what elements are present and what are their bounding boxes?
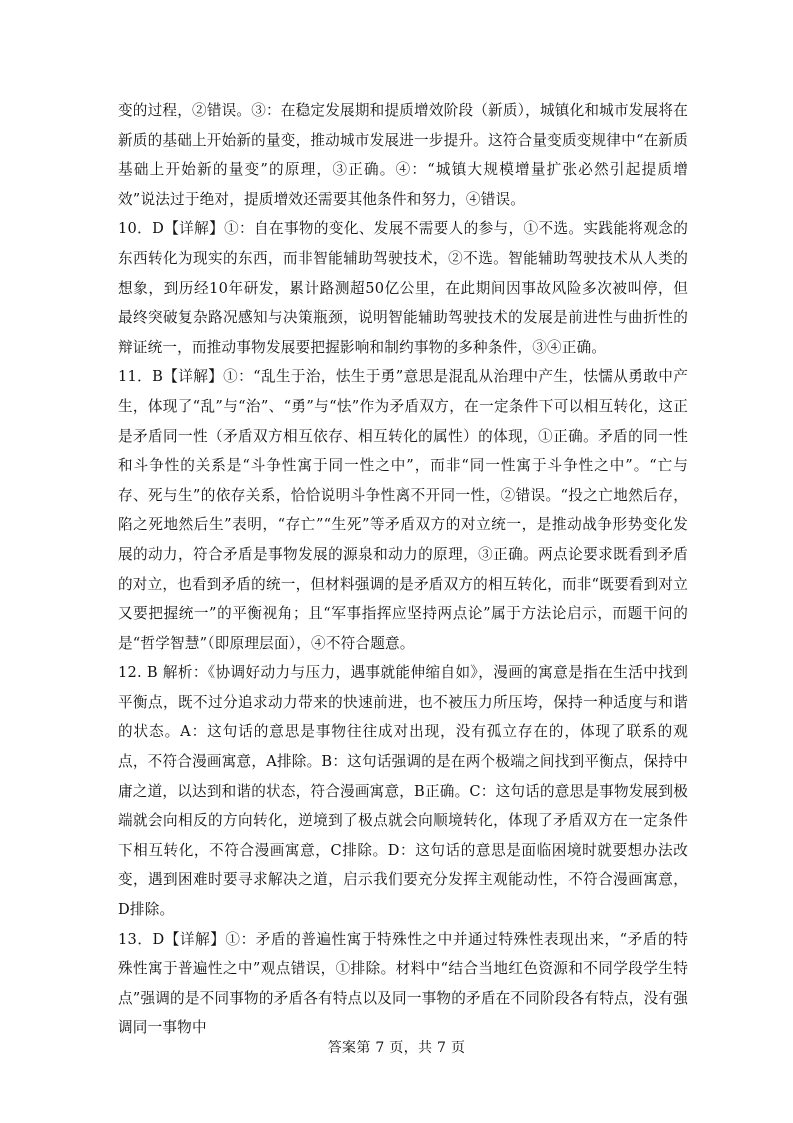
answer-11: 11．B【详解】①：“乱生于治，怯生于勇”意思是混乱从治理中产生，怯懦从勇敢中产生，体现了“乱”与“治”、“勇”与“怯”作为矛盾双方，在一定条件下可以相互转化，这正是矛盾同一性（矛盾双方相互依存、相互转化的属性）的体现，①正确。矛盾的同一性和斗争性的关系是“斗争性寓于同一性之中”，而非“同一性寓于斗争性之中”。“亡与存、死与生”的依存关系，恰恰说明斗争性离不开同一性，②错误。“投之亡地然后存，陷之死地然后生”表明，“存亡”“生死”等矛盾双方的对立统一，是推动战争形势变化发展的动力，符合矛盾是事物发展的源泉和动力的原理，③正确。两点论要求既看到矛盾的对立，也看到矛盾的统一，但材料强调的是矛盾双方的相互转化，而非“既要看到对立又要把握统一”的平衡视角；且“军事指挥应坚持两点论”属于方法论启示，而题干问的是“哲学智慧”（即原理层面），④不符合题意。 [118, 368, 688, 652]
answer-body [118, 96, 688, 1043]
answer-13: 13．D【详解】①：矛盾的普遍性寓于特殊性之中并通过特殊性表现出来，“矛盾的特殊性寓于普遍性之中”观点错误，①排除。材料中“结合当地红色资源和不同学段学生特点”强调的是不同事物的矛盾各有特点以及同一事物的矛盾在不同阶段各有特点，没有强调同一事物中 [118, 930, 688, 1037]
answer-10: 10．D【详解】①：自在事物的变化、发展不需要人的参与，①不选。实践能将观念的东西转化为现实的东西，而非智能辅助驾驶技术，②不选。智能辅助驾驶技术从人类的想象，到历经10年研发，累计路测超50亿公里，在此期间因事故风险多次被叫停，但最终突破复杂路况感知与决策瓶颈，说明智能辅助驾驶技术的发展是前进性与曲折性的辩证统一，而推动事物发展要把握影响和制约事物的多种条件，③④正确。 [118, 220, 688, 356]
page-footer: 答案第 7 页，共 7 页 [327, 1040, 466, 1056]
answer-12: 12. B 解析：《协调好动力与压力，遇事就能伸缩自如》，漫画的寓意是指在生活中找到平衡点，既不过分追求动力带来的快速前进，也不被压力所压垮，保持一种适度与和谐的状态。A：这句话的意思是事物往往成对出现，没有孤立存在的，体现了联系的观点，不符合漫画寓意，A排除。B：这句话强调的是在两个极端之间找到平衡点，保持中庸之道，以达到和谐的状态，符合漫画寓意，B正确。C：这句话的意思是事物发展到极端就会向相反的方向转化，逆境到了极点就会向顺境转化，体现了矛盾双方在一定条件下相互转化，不符合漫画寓意，C排除。D：这句话的意思是面临困境时就要想办法改变，遇到困难时要寻求解决之道，启示我们要充分发挥主观能动性，不符合漫画寓意，D排除。 [118, 664, 688, 919]
paragraph-continuation: 变的过程，②错误。③：在稳定发展期和提质增效阶段（新质），城镇化和城市发展将在新质的基础上开始新的量变，推动城市发展进一步提升。这符合量变质变规律中“在新质基础上开始新的量变”的原理，③正确。④：“城镇大规模增量扩张必然引起提质增效”说法过于绝对，提质增效还需要其他条件和努力，④错误。 [118, 102, 688, 208]
